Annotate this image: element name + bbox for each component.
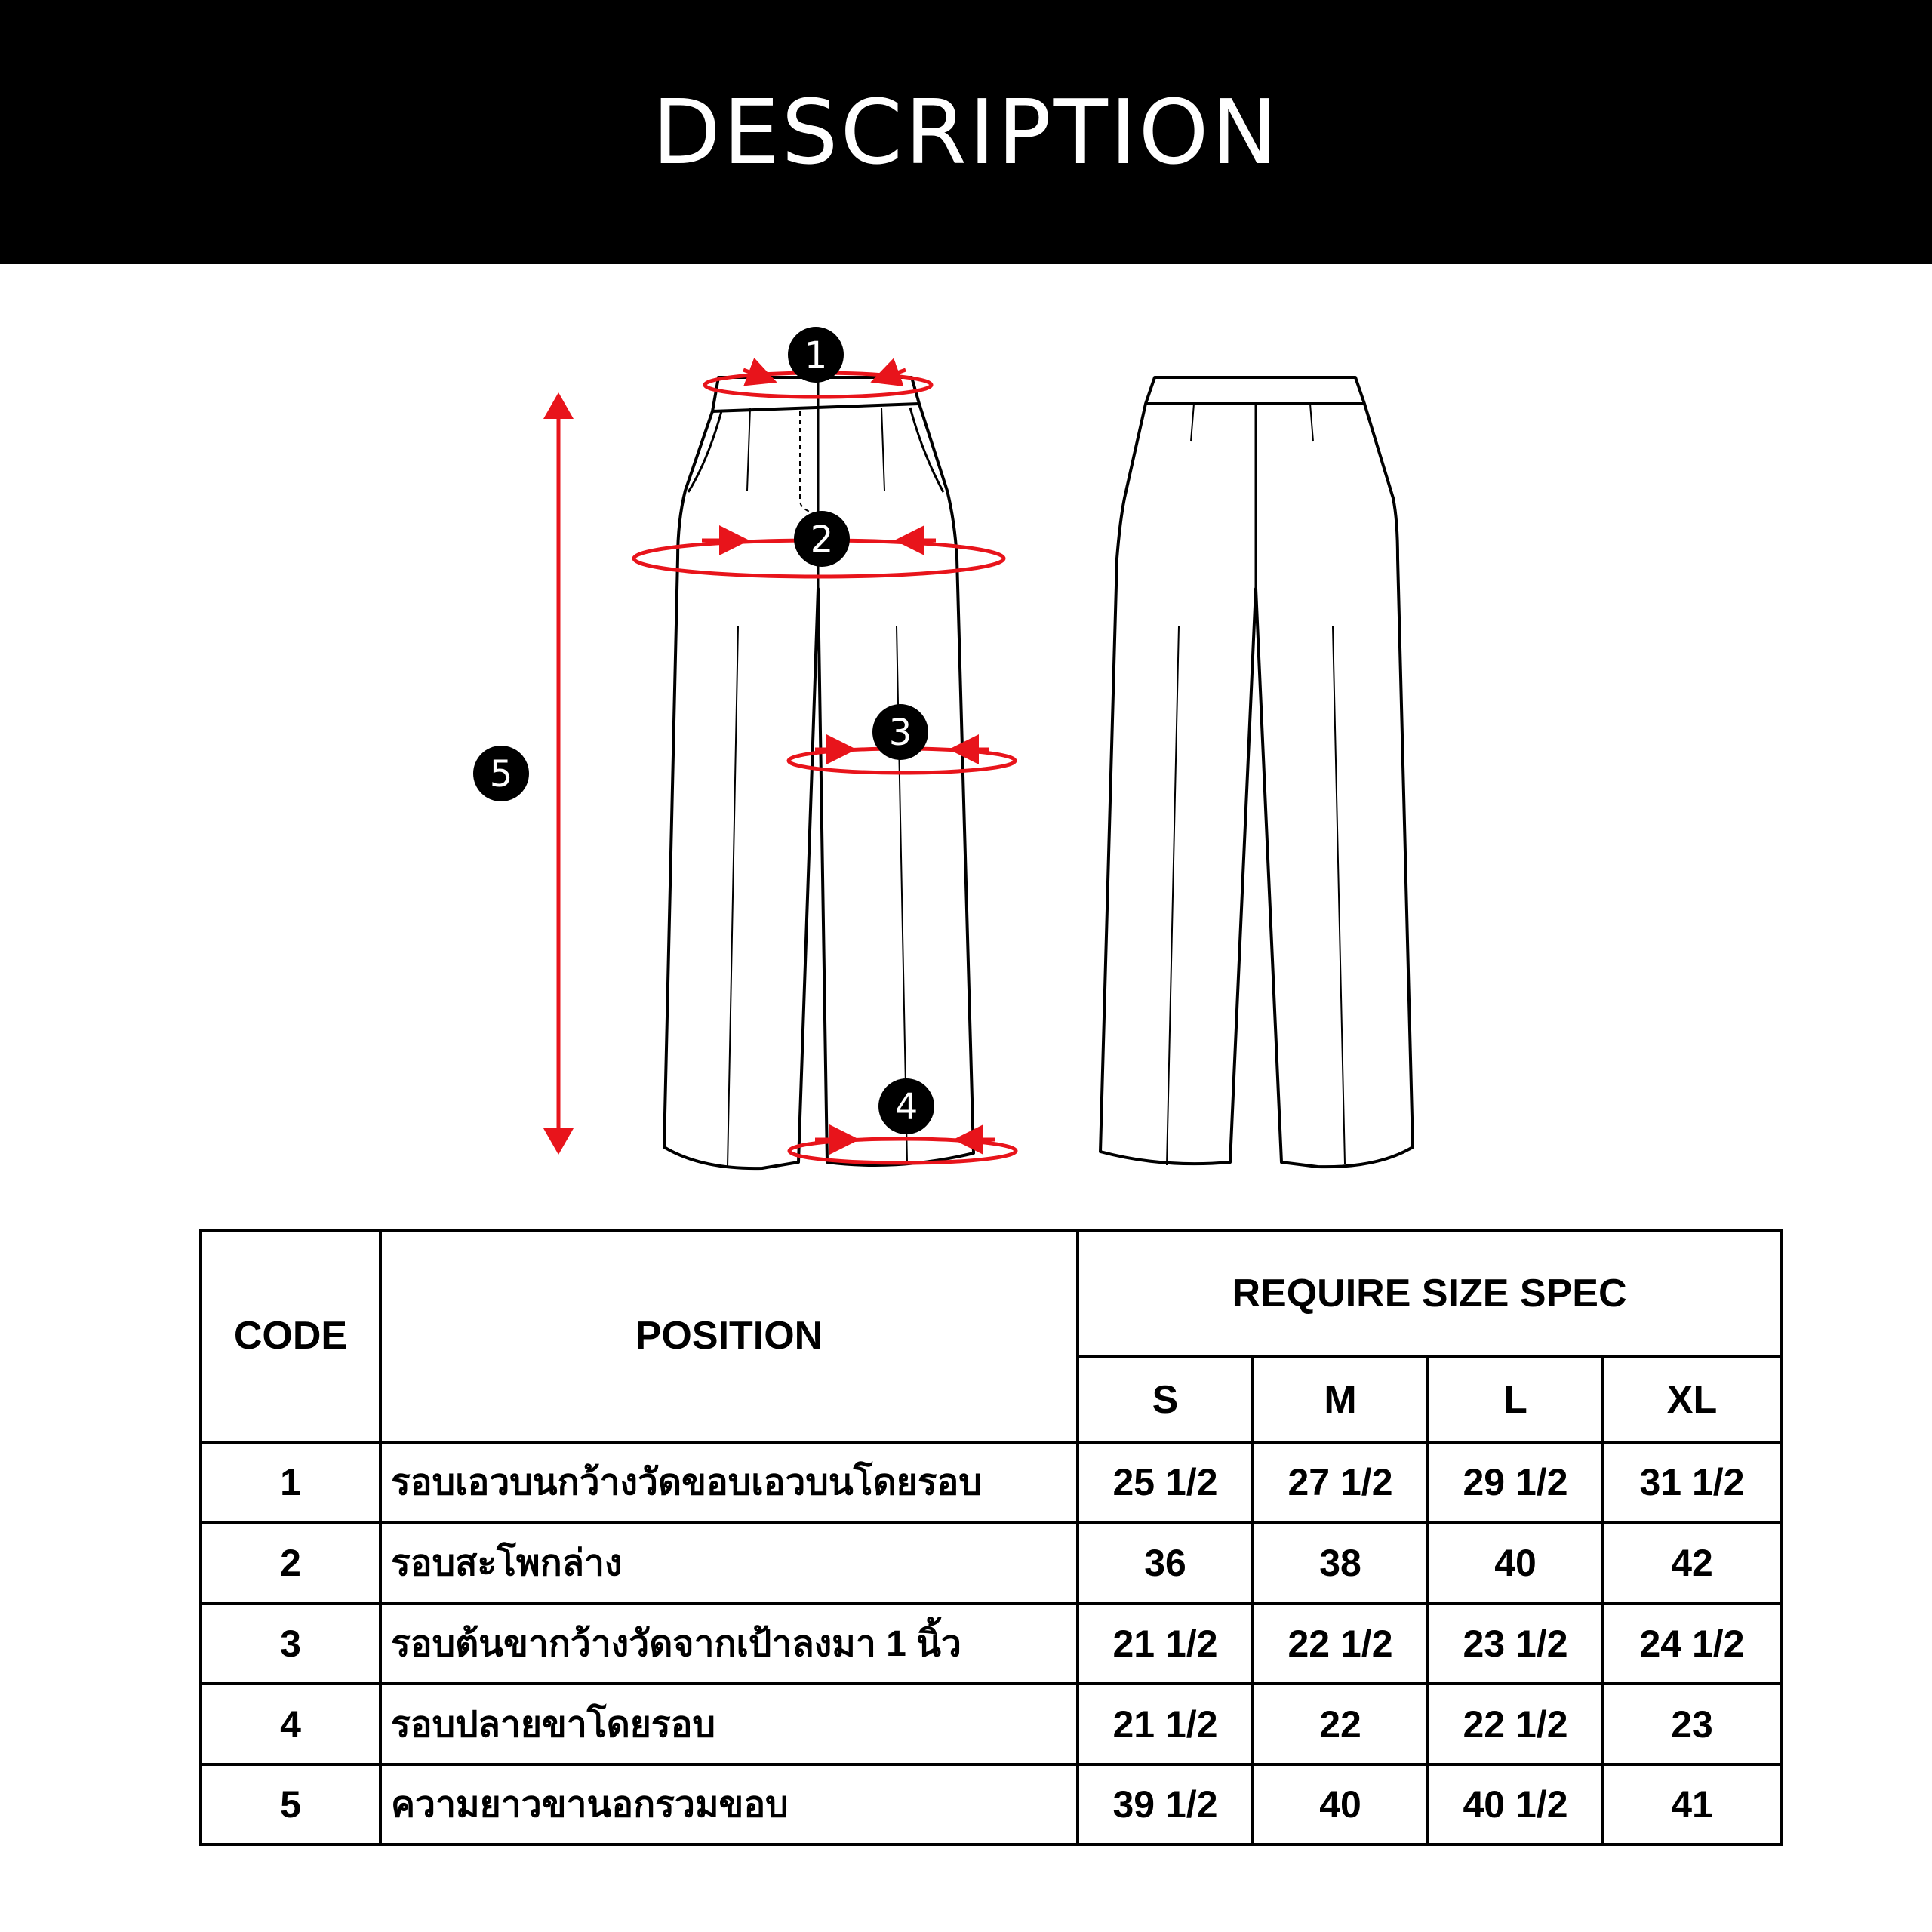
value-s: 25 1/2	[1078, 1442, 1253, 1522]
table-row	[201, 1442, 1781, 1522]
size-spec-header: REQUIRE SIZE SPEC	[1078, 1230, 1781, 1357]
badge-3-label: 3	[888, 712, 912, 754]
row-position: ความยาวขานอกรวมขอบ	[380, 1764, 1078, 1844]
row-code: 1	[201, 1442, 380, 1522]
back-dart-right	[1310, 404, 1313, 441]
table-row	[201, 1684, 1781, 1764]
value-m: 22	[1253, 1684, 1428, 1764]
value-xl: 42	[1603, 1522, 1781, 1604]
row-code: 2	[201, 1522, 380, 1604]
measurement-marks	[543, 370, 1016, 1163]
value-m: 22 1/2	[1253, 1604, 1428, 1684]
size-header-xl: XL	[1603, 1357, 1781, 1441]
front-pocket-left	[688, 411, 721, 492]
badge-1-label: 1	[804, 334, 828, 377]
front-fly	[800, 411, 814, 513]
size-spec-table	[199, 1229, 1783, 1846]
table-header-row	[201, 1230, 1781, 1357]
value-s: 21 1/2	[1078, 1604, 1253, 1684]
size-header-l: L	[1428, 1357, 1603, 1441]
back-crease-left	[1167, 626, 1179, 1165]
row-position: รอบปลายขาโดยรอบ	[380, 1684, 1078, 1764]
value-s: 36	[1078, 1522, 1253, 1604]
row-position: รอบเอวบนกว้างวัดขอบเอวบนโดยรอบ	[380, 1442, 1078, 1522]
value-m: 40	[1253, 1764, 1428, 1844]
front-crease-left	[728, 626, 738, 1167]
row-code: 3	[201, 1604, 380, 1684]
row-position: รอบต้นขากว้างวัดจากเป้าลงมา 1 นิ้ว	[380, 1604, 1078, 1684]
value-xl: 24 1/2	[1603, 1604, 1781, 1684]
row-code: 5	[201, 1764, 380, 1844]
value-s: 21 1/2	[1078, 1684, 1253, 1764]
value-m: 38	[1253, 1522, 1428, 1604]
code-header: CODE	[201, 1230, 380, 1442]
badge-5-label: 5	[489, 753, 513, 795]
length-arrow-top	[543, 392, 574, 419]
value-l: 40	[1428, 1522, 1603, 1604]
value-xl: 23	[1603, 1684, 1781, 1764]
front-pleat-right	[881, 408, 884, 491]
badge-4-label: 4	[894, 1086, 918, 1128]
value-xl: 31 1/2	[1603, 1442, 1781, 1522]
table-row	[201, 1522, 1781, 1604]
table-row	[201, 1764, 1781, 1844]
value-l: 40 1/2	[1428, 1764, 1603, 1844]
page-title: DESCRIPTION	[652, 80, 1280, 184]
position-header: POSITION	[380, 1230, 1078, 1442]
table-row	[201, 1604, 1781, 1684]
value-m: 27 1/2	[1253, 1442, 1428, 1522]
size-header-m: M	[1253, 1357, 1428, 1441]
row-position: รอบสะโพกล่าง	[380, 1522, 1078, 1604]
size-header-s: S	[1078, 1357, 1253, 1441]
back-crease-right	[1333, 626, 1345, 1164]
badge-2-label: 2	[810, 518, 834, 561]
front-pleat-left	[747, 408, 750, 491]
row-code: 4	[201, 1684, 380, 1764]
value-xl: 41	[1603, 1764, 1781, 1844]
value-l: 29 1/2	[1428, 1442, 1603, 1522]
hem-measure-ring	[789, 1139, 1016, 1163]
back-pants	[1100, 377, 1413, 1167]
number-badges	[473, 327, 934, 1134]
value-s: 39 1/2	[1078, 1764, 1253, 1844]
back-dart-left	[1191, 404, 1194, 441]
value-l: 23 1/2	[1428, 1604, 1603, 1684]
length-arrow-bottom	[543, 1128, 574, 1155]
front-pocket-right	[910, 408, 943, 492]
value-l: 22 1/2	[1428, 1684, 1603, 1764]
